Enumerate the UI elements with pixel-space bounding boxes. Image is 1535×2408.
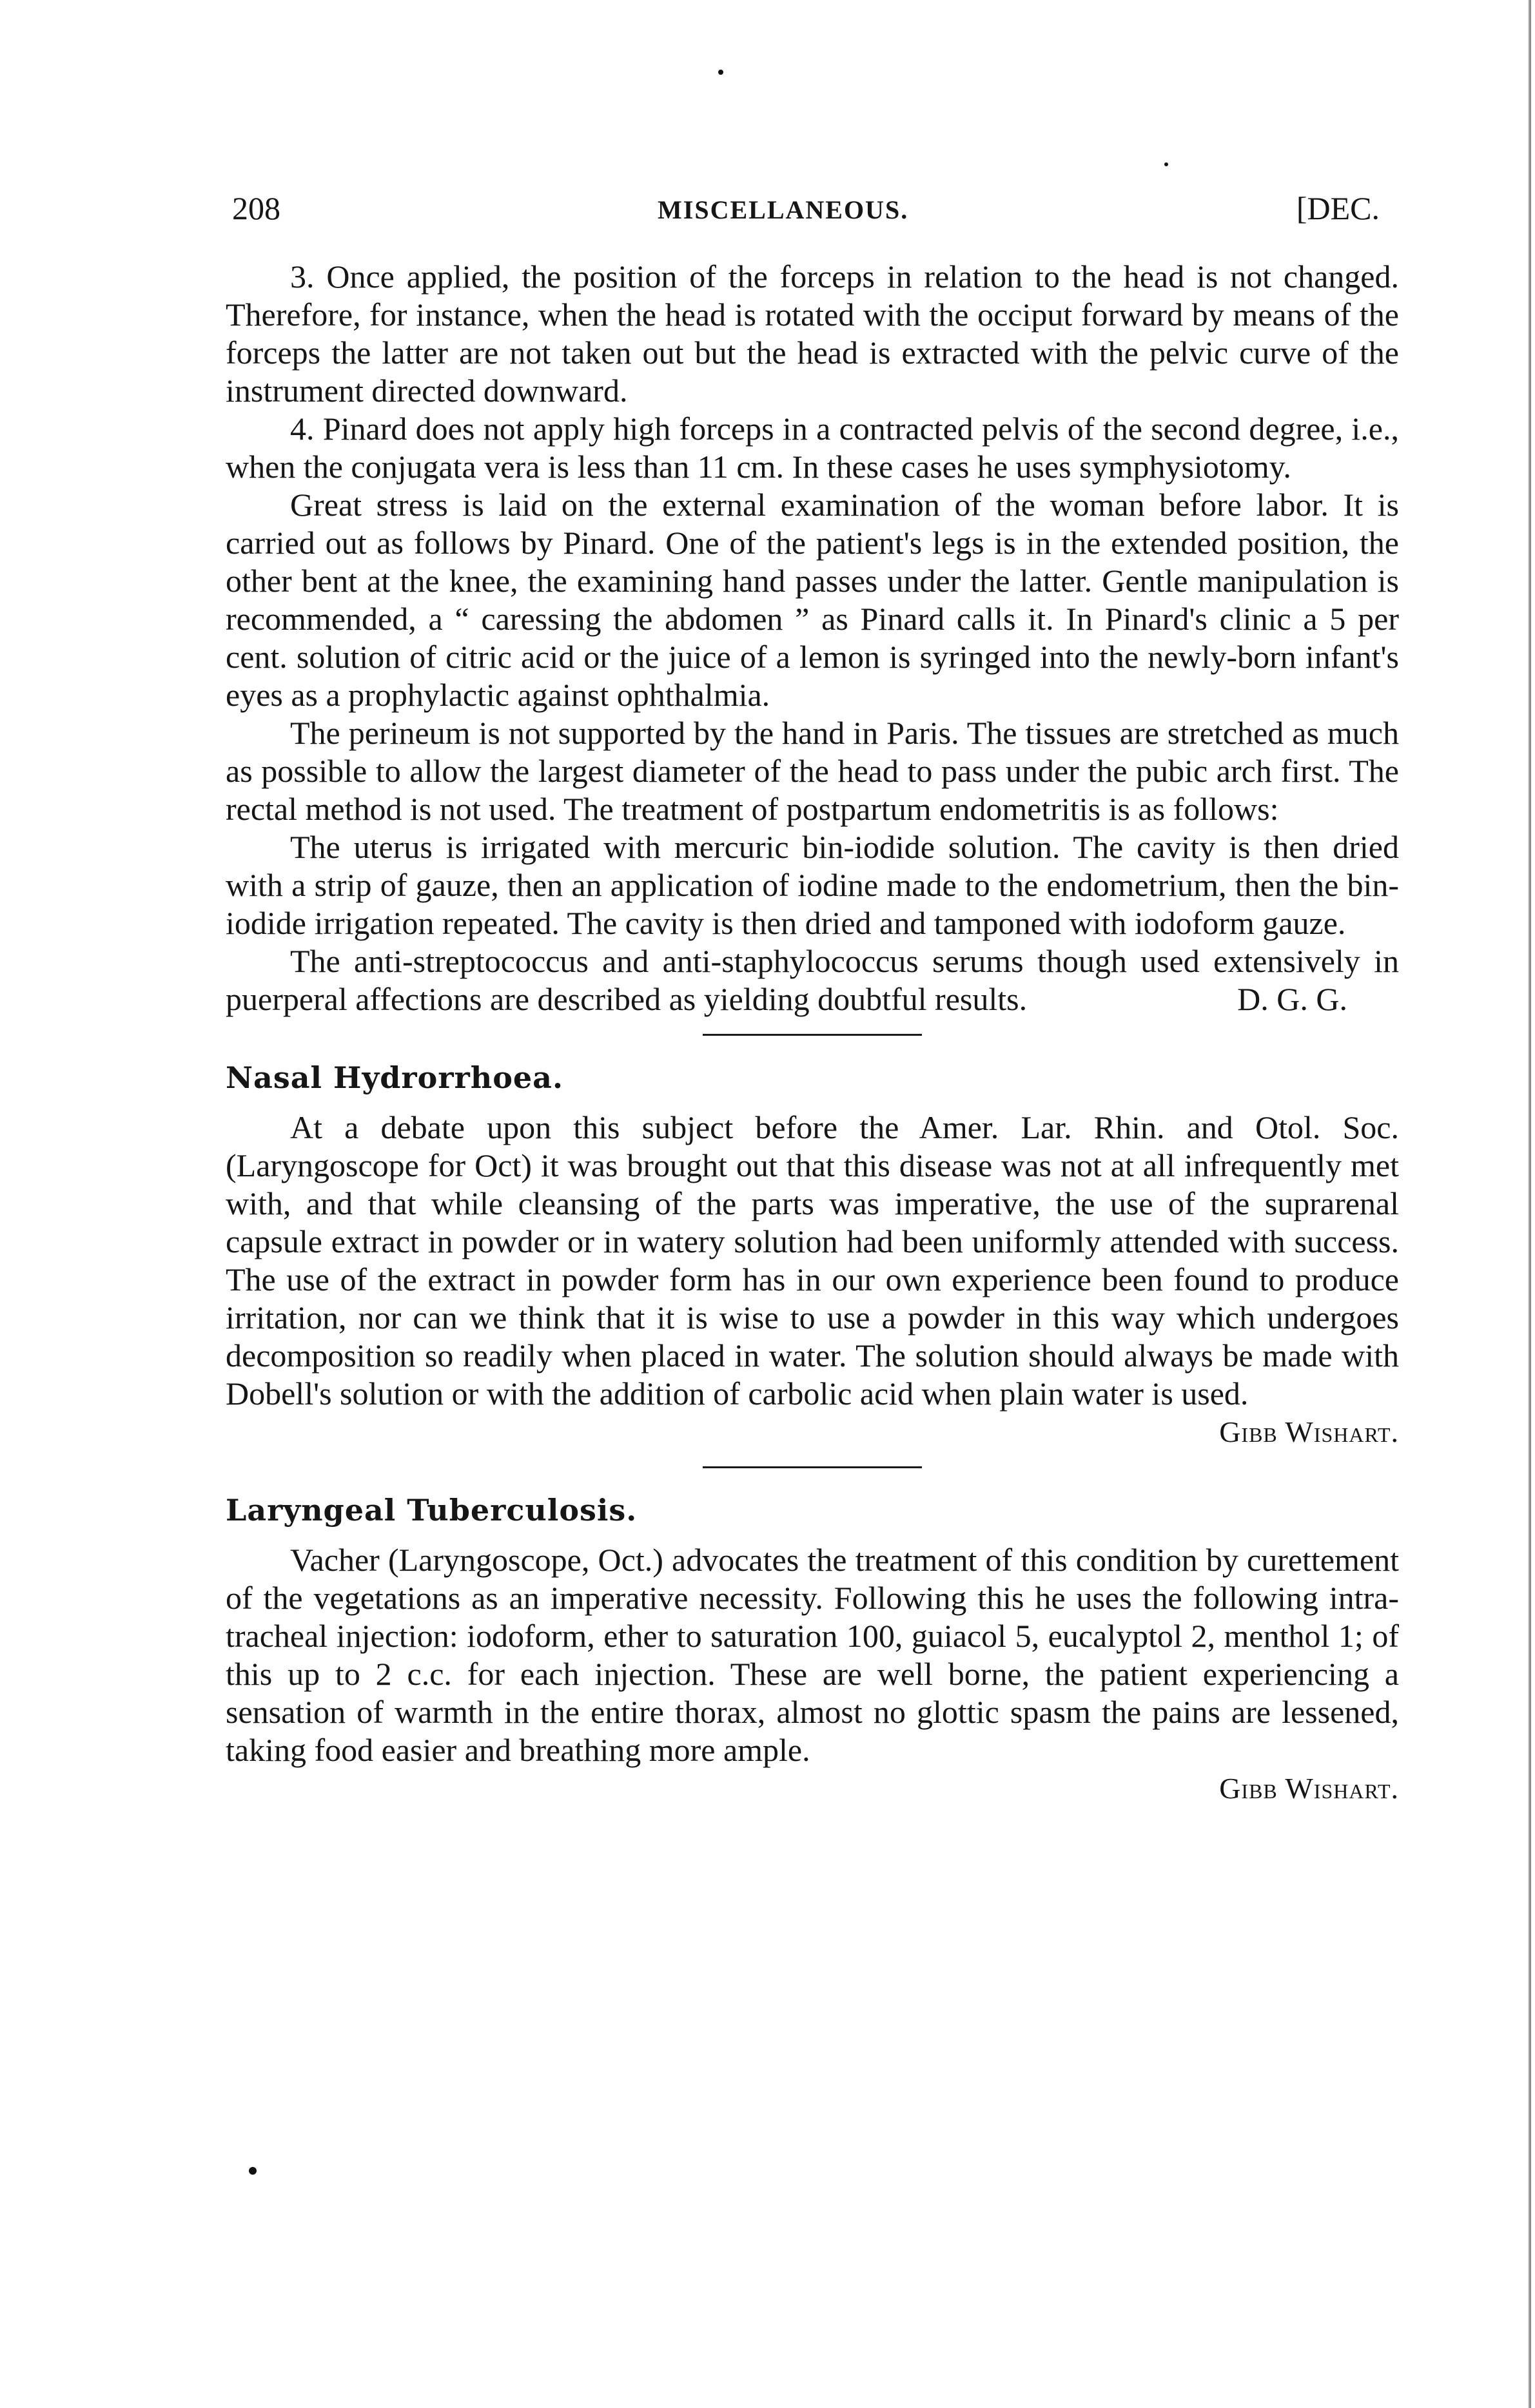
page-header	[232, 184, 1380, 236]
author-signature: D. G. G.	[1237, 981, 1347, 1017]
paragraph: The perineum is not supported by the hand in Paris. The tissues are stretched as much as possible to allow the largest diameter of the head to pass under the pubic arch first. The rectal method is not used. The treatment of postpartum endometritis is as follows:	[226, 715, 1399, 827]
article-body	[226, 258, 1399, 1807]
running-title: MISCELLANEOUS.	[658, 195, 909, 224]
section-heading: Nasal Hydrorrhoea.	[226, 1060, 563, 1095]
paragraph: 3. Once applied, the position of the forceps in relation to the head is not changed. Therefore, for instance, when the head is rotated with the occiput forward by means of the forceps the latter are not taken out but the head is extracted with the pelvic curve of the instrument directed downward.	[226, 258, 1399, 409]
running-date: [DEC.	[1296, 190, 1380, 226]
section-divider	[703, 1034, 922, 1036]
author-signature: Gibb Wishart.	[1219, 1415, 1399, 1448]
section-pinard	[226, 258, 1399, 1018]
section-heading: Laryngeal Tuberculosis.	[226, 1493, 638, 1528]
paragraph: The uterus is irrigated with mercuric bin-iodide solution. The cavity is then dried with a strip of gauze, then an application of iodine made to the endometrium, then the bin-iodide irrigation repeated. The cavity is then dried and tamponed with iodoform gauze.	[226, 829, 1399, 941]
section-laryngeal-tuberculosis	[226, 1491, 1399, 1807]
paragraph: Vacher (Laryngoscope, Oct.) advocates the treatment of this condition by curettement of the vegetations as an imperative necessity. Following this he uses the following intra-tracheal injection: iodoform, ether to saturation 100, guiacol 5, eucalyptol 2, menthol 1; of this up to 2 c.c. for each injection. These are well borne, the patient experiencing a sensation of warmth in the entire thorax, almost no glottic spasm the pains are lessened, taking food easier and breathing more ample.	[226, 1542, 1399, 1768]
print-speck	[1164, 162, 1168, 166]
page-edge	[1528, 0, 1531, 2408]
paragraph: The anti-streptococcus and anti-staphylococcus serums though used extensively in puerperal affections are described as yielding doubtful results.	[226, 943, 1399, 1017]
print-speck	[718, 70, 723, 75]
print-speck	[249, 2167, 257, 2175]
author-signature: Gibb Wishart.	[1219, 1772, 1399, 1805]
paragraph: 4. Pinard does not apply high forceps in a contracted pelvis of the second degree, i.e., when the conjugata vera is less than 11 cm. In these cases he uses symphysiotomy.	[226, 411, 1399, 485]
section-divider	[703, 1466, 922, 1468]
paragraph: At a debate upon this subject before the Amer. Lar. Rhin. and Otol. Soc. (Laryngoscope for Oct) it was brought out that this disease was not at all infrequently met with, and that while cleansing of the parts was imperative, the use of the suprarenal capsule extract in powder or in watery solution had been uniformly attended with success. The use of the extract in powder form has in our own experience been found to produce irritation, nor can we think that it is wise to use a powder in this way which undergoes decomposition so readily when placed in water. The solution should always be made with Dobell's solution or with the addition of carbolic acid when plain water is used.	[226, 1109, 1399, 1412]
paragraph: Great stress is laid on the external examination of the woman before labor. It is carried out as follows by Pinard. One of the patient's legs is in the extended position, the other bent at the knee, the examining hand passes under the latter. Gentle manipulation is recommended, a “ caressing the abdomen ” as Pinard calls it. In Pinard's clinic a 5 per cent. solution of citric acid or the juice of a lemon is syringed into the newly-born infant's eyes as a prophylactic against ophthalmia.	[226, 487, 1399, 713]
section-nasal-hydrorrhoea	[226, 1059, 1399, 1451]
page-number: 208	[232, 190, 280, 226]
